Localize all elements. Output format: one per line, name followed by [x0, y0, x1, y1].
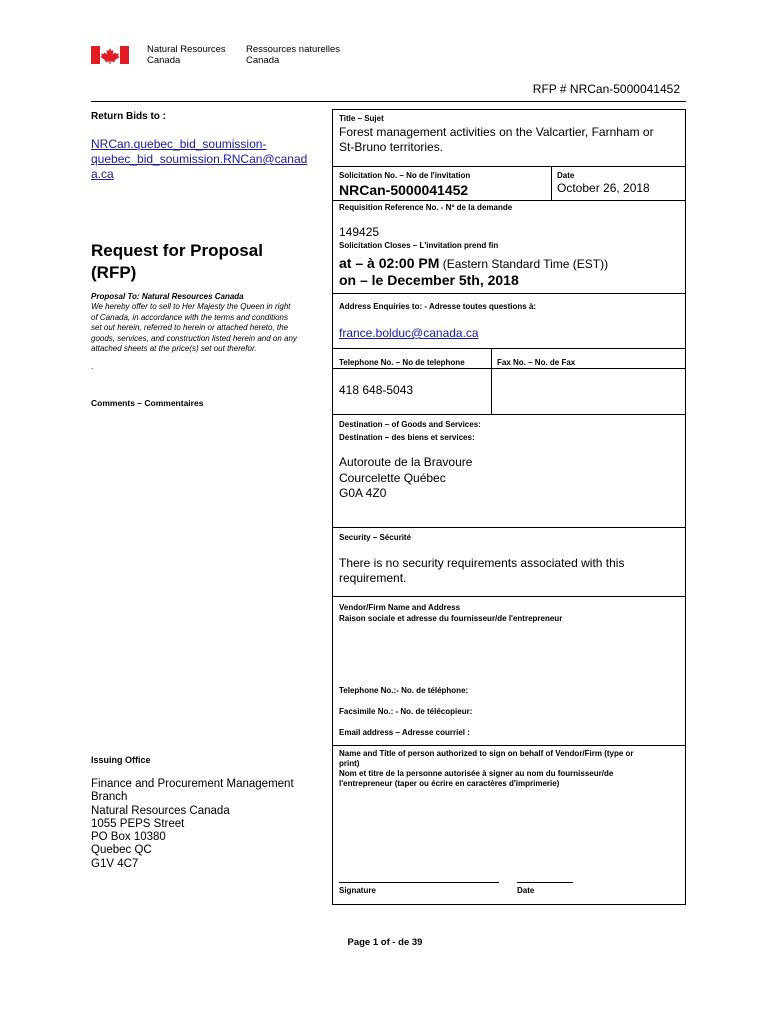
closes-date: on – le December 5th, 2018 [339, 272, 519, 288]
closes-time-tz: (Eastern Standard Time (EST)) [439, 257, 609, 271]
issuing-office-label: Issuing Office [91, 755, 151, 765]
date-sign-line [517, 882, 573, 883]
destination-address [339, 455, 472, 502]
closes-label: Solicitation Closes – L'invitation prend fin [339, 241, 499, 250]
destination-line: Autoroute de la Bravoure [339, 455, 473, 469]
return-bids-label: Return Bids to : [91, 111, 166, 122]
rfp-number: RFP # NRCan-5000041452 [532, 82, 680, 96]
header-rule [91, 101, 686, 102]
org-fr-line2: Canada [246, 55, 280, 66]
dot-mark: . [91, 362, 94, 371]
issuing-office-address [91, 778, 294, 871]
title-label: Title – Sujet [339, 114, 384, 123]
enquiries-label: Address Enquiries to: - Adresse toutes questions à: [339, 302, 537, 311]
auth-label-line: Nom et titre de la personne autorisée à signer au nom du fournisseur/de [339, 769, 614, 778]
issuing-line: Finance and Procurement Management [91, 778, 294, 790]
issuing-line: G1V 4C7 [91, 857, 139, 870]
return-email-line: quebec_bid_soumission.RNCan@canad [91, 152, 308, 166]
proposal-to: Proposal To: Natural Resources Canada [91, 292, 244, 301]
date-value: October 26, 2018 [557, 181, 650, 195]
vendor-email-label: Email address – Adresse courriel : [339, 728, 470, 737]
auth-label-line: l'entrepreneur (taper ou écrire en caractères d'imprimerie) [339, 779, 560, 788]
org-en-line2: Canada [147, 55, 181, 66]
vendor-phone-label: Telephone No.:- No. de téléphone: [339, 686, 469, 695]
auth-label-line: print) [339, 759, 360, 768]
destination-label-fr: Destination – des biens et services: [339, 433, 475, 442]
requisition-label: Requisition Reference No. - Nº de la demande [339, 203, 513, 212]
org-en-line1: Natural Resources [147, 44, 226, 55]
return-email-line: a.ca [91, 167, 114, 181]
security-value-line: There is no security requirements associated with this [339, 556, 625, 570]
solicitation-label: Solicitation No. – No de l'invitation [339, 171, 471, 180]
security-value [339, 556, 624, 586]
authorized-person-label [339, 749, 679, 789]
issuing-line: PO Box 10380 [91, 831, 166, 844]
org-fr-line1: Ressources naturelles [246, 44, 340, 55]
title-line1: Request for Proposal [91, 241, 263, 260]
proposal-text-line: set out herein, referred to herein or attached hereto, the [91, 323, 289, 332]
proposal-text-line: We hereby offer to sell to Her Majesty the Queen in right [91, 302, 291, 311]
destination-label-en: Destination – of Goods and Services: [339, 420, 481, 429]
comments-label: Comments – Commentaires [91, 398, 204, 408]
destination-label [339, 418, 481, 444]
form-box [332, 109, 686, 905]
org-name-en [147, 44, 226, 66]
return-bids-email[interactable] [91, 137, 307, 182]
proposal-text-line: goods, services, and construction listed herein and on any [91, 333, 297, 343]
security-label: Security – Sécurité [339, 533, 412, 542]
destination-line: Courcelette Québec [339, 470, 446, 485]
proposal-text-line: of Canada, in accordance with the terms and conditions [91, 312, 289, 322]
title-line2: (RFP) [91, 263, 137, 282]
requisition-value: 149425 [339, 225, 380, 239]
solicitation-value: NRCan-5000041452 [339, 182, 469, 198]
title-value [339, 125, 654, 155]
issuing-line: Branch [91, 791, 128, 804]
date-sign-label: Date [517, 886, 535, 895]
vendor-label [339, 602, 562, 624]
auth-label-line: Name and Title of person authorized to sign on behalf of Vendor/Firm (type or [339, 749, 634, 758]
phone-value: 418 648-5043 [339, 383, 414, 397]
signature-label: Signature [339, 886, 376, 895]
signature-line [339, 882, 499, 883]
issuing-line: 1055 PEPS Street [91, 817, 185, 830]
security-value-line: requirement. [339, 571, 407, 585]
title-value-line: St-Bruno territories. [339, 140, 444, 154]
vendor-fax-label: Facsimile No.: - No. de télécopieur: [339, 707, 473, 716]
page-number: Page 1 of - de 39 [347, 937, 423, 948]
org-name-fr [246, 44, 340, 66]
issuing-line: Quebec QC [91, 844, 152, 857]
closes-time-bold: at – à 02:00 PM [339, 255, 440, 271]
closes-time [339, 255, 608, 273]
proposal-text-line: attached sheets at the price(s) set out therefor. [91, 344, 257, 353]
vendor-label-en: Vendor/Firm Name and Address [339, 603, 461, 612]
proposal-text [91, 302, 297, 355]
vendor-label-fr: Raison sociale et adresse du fournisseur/de l'entrepreneur [339, 614, 563, 623]
canada-flag-logo [91, 46, 129, 64]
fax-label: Fax No. – No. de Fax [497, 358, 576, 367]
enquiries-email[interactable]: france.bolduc@canada.ca [339, 326, 479, 340]
date-label: Date [557, 171, 575, 180]
issuing-line: Natural Resources Canada [91, 804, 230, 817]
title-value-line: Forest management activities on the Valcartier, Farnham or [339, 125, 654, 139]
phone-label: Telephone No. – No de telephone [339, 358, 465, 367]
document-title [91, 240, 263, 284]
return-email-line: NRCan.quebec_bid_soumission- [91, 137, 267, 151]
destination-line: G0A 4Z0 [339, 486, 387, 500]
